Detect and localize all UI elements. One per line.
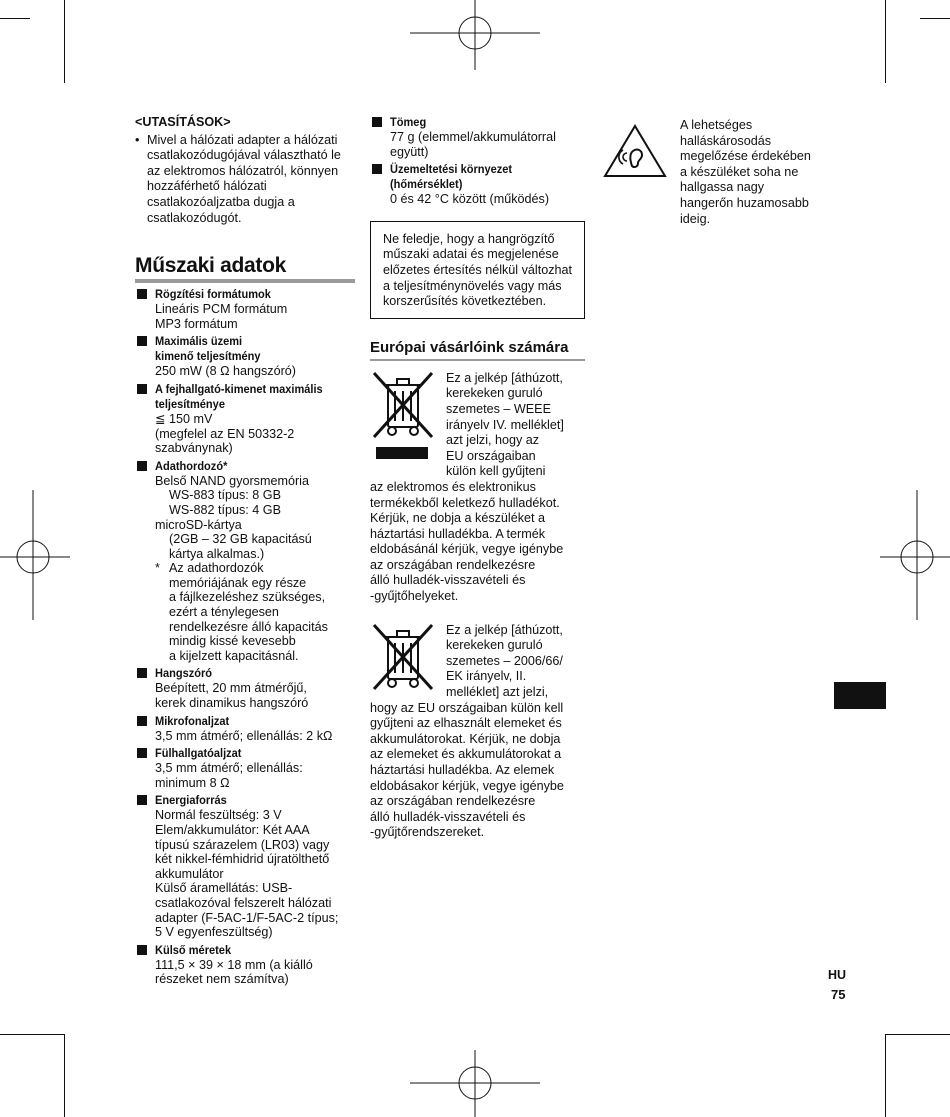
crossed-bin-icon — [370, 371, 440, 471]
media-footnote: * Az adathordozók memóriájának egy része a fájlkezeléshez szükséges, ezért a ténylegesen rendelkezésre álló kapacitás mindig kissé kevesebb a kijelzett kapacitásnál. — [155, 561, 328, 663]
crop-mark — [0, 1034, 65, 1035]
eu-title: Európai vásárlóink számára — [370, 339, 585, 361]
weee2-side-text: Ez a jelkép [áthúzott, kerekeken guruló szemetes – 2006/66/ EK irányelv, II. melléklet] azt jelzi, — [446, 622, 563, 700]
square-bullet-icon — [137, 289, 147, 299]
section-title: Műszaki adatok — [135, 254, 355, 283]
square-bullet-icon — [137, 461, 147, 471]
spec-power: Energiaforrás Normál feszültség: 3 V Elem/akkumulátor: Két AAA típusú szárazelem (LR03) vagy két nikkel-fémhidrid újratölthető akkumulátor Külső áramellátás: USB- csatlakozóval felszerelt hálózati adapter (F-5AC-1/F-5AC-2 típus; 5 V egyenfeszültség) — [135, 793, 355, 939]
hearing-warning-icon — [603, 124, 667, 178]
crop-mark — [0, 18, 30, 19]
spec-media: Adathordozó* Belső NAND gyorsmemória WS-883 típus: 8 GB WS-882 típus: 4 GB microSD-kártya (2GB – 32 GB kapacitású kártya alkalmas.) * Az adathordozók memóriájának egy része a fájlkezeléshez szükséges, ezért a ténylegesen rendelkezésre álló kapacitás mindig kissé kevesebb a kijelzett kapacitásnál. — [135, 459, 355, 664]
spec-weight: Tömeg 77 g (elemmel/akkumulátorral együtt) — [370, 115, 585, 159]
spec-mic-jack: Mikrofonaljzat 3,5 mm átmérő; ellenállás: 2 kΩ — [135, 714, 355, 744]
square-bullet-icon — [137, 945, 147, 955]
bullet-dot: • — [135, 132, 140, 147]
section-tab-marker — [834, 682, 886, 709]
spec-recording: Rögzítési formátumok Lineáris PCM formátum MP3 formátum — [135, 287, 355, 331]
square-bullet-icon — [372, 117, 382, 127]
crop-mark — [64, 1035, 65, 1117]
spec-headphone-output: A fejhallgató-kimenet maximális teljesítménye ≦ 150 mV (megfelel az EN 50332-2 szabványnak) — [135, 382, 355, 456]
instructions-bullet: • Mivel a hálózati adapter a hálózati csatlakozódugójával választható le az elektromos hálózatról, könnyen hozzáférhető hálózati csatlakozóaljzatba dugja a csatlakozódugót. — [135, 132, 341, 225]
page-number: 75 — [831, 987, 846, 1002]
spec-ear-jack: Fülhallgatóaljzat 3,5 mm átmérő; ellenállás: minimum 8 Ω — [135, 746, 355, 790]
page-language: HU — [828, 968, 847, 982]
registration-mark-left — [0, 490, 70, 620]
registration-mark-right — [880, 490, 950, 620]
hearing-warning-text: A lehetséges halláskárosodás megelőzése érdekében a készüléket soha ne hallgassa nagy hangerőn huzamosabb ideig. — [680, 118, 811, 226]
battery-block — [370, 623, 585, 841]
solid-bar-icon — [376, 447, 428, 459]
crop-mark — [920, 18, 950, 19]
crossed-bin-icon — [370, 623, 440, 693]
weee-block — [370, 371, 585, 605]
spec-dimensions: Külső méretek 111,5 × 39 × 18 mm (a kiálló részeket nem számítva) — [135, 943, 355, 987]
square-bullet-icon — [137, 716, 147, 726]
square-bullet-icon — [372, 164, 382, 174]
crop-mark — [885, 1034, 950, 1035]
crop-mark — [64, 0, 65, 83]
square-bullet-icon — [137, 384, 147, 394]
notice-box: Ne feledje, hogy a hangrögzítő műszaki adatai és megjelenése előzetes értesítés nélkül változhat a teljesítménynövelés vagy más korszerűsítés következtében. — [370, 221, 585, 319]
weee1-side-text: Ez a jelkép [áthúzott, kerekeken guruló szemetes – WEEE irányelv IV. melléklet] azt jelzi, hogy az EU országaiban külön kell gyűjteni — [446, 370, 564, 479]
crop-mark — [885, 1035, 886, 1117]
weee1-text: az elektromos és elektronikus termékekből keletkező hulladékot. Kérjük, ne dobja a készüléket a háztartási hulladékba. A termék eldobásánál kérjük, vegye igénybe az országában rendelkezésre álló hulladék-visszavételi és -gyűjtőhelyeket. — [370, 479, 564, 604]
square-bullet-icon — [137, 336, 147, 346]
registration-mark-bottom — [410, 1050, 540, 1117]
square-bullet-icon — [137, 795, 147, 805]
square-bullet-icon — [137, 748, 147, 758]
left-column — [135, 115, 355, 987]
spec-environment: Üzemeltetési környezet (hőmérséklet) 0 és 42 °C között (működés) — [370, 162, 585, 207]
registration-mark-top — [410, 0, 540, 70]
spec-speaker: Hangszóró Beépített, 20 mm átmérőjű, kerek dinamikus hangszóró — [135, 666, 355, 710]
crop-mark — [885, 0, 886, 83]
spec-max-output: Maximális üzemi kimenő teljesítmény 250 mW (8 Ω hangszóró) — [135, 334, 355, 379]
square-bullet-icon — [137, 668, 147, 678]
weee2-text: hogy az EU országaiban külön kell gyűjteni az elhasznált elemeket és akkumulátorokat. Kérjük, ne dobja az elemeket és akkumulátorokat a háztartási hulladékba. Az elemek eldobásakor kérjük, vegye igénybe az országában rendelkezésre álló hulladék-visszavételi és -gyűjtőrendszereket. — [370, 700, 564, 840]
instructions-heading: <UTASÍTÁSOK> — [135, 115, 231, 129]
middle-column — [370, 115, 585, 841]
